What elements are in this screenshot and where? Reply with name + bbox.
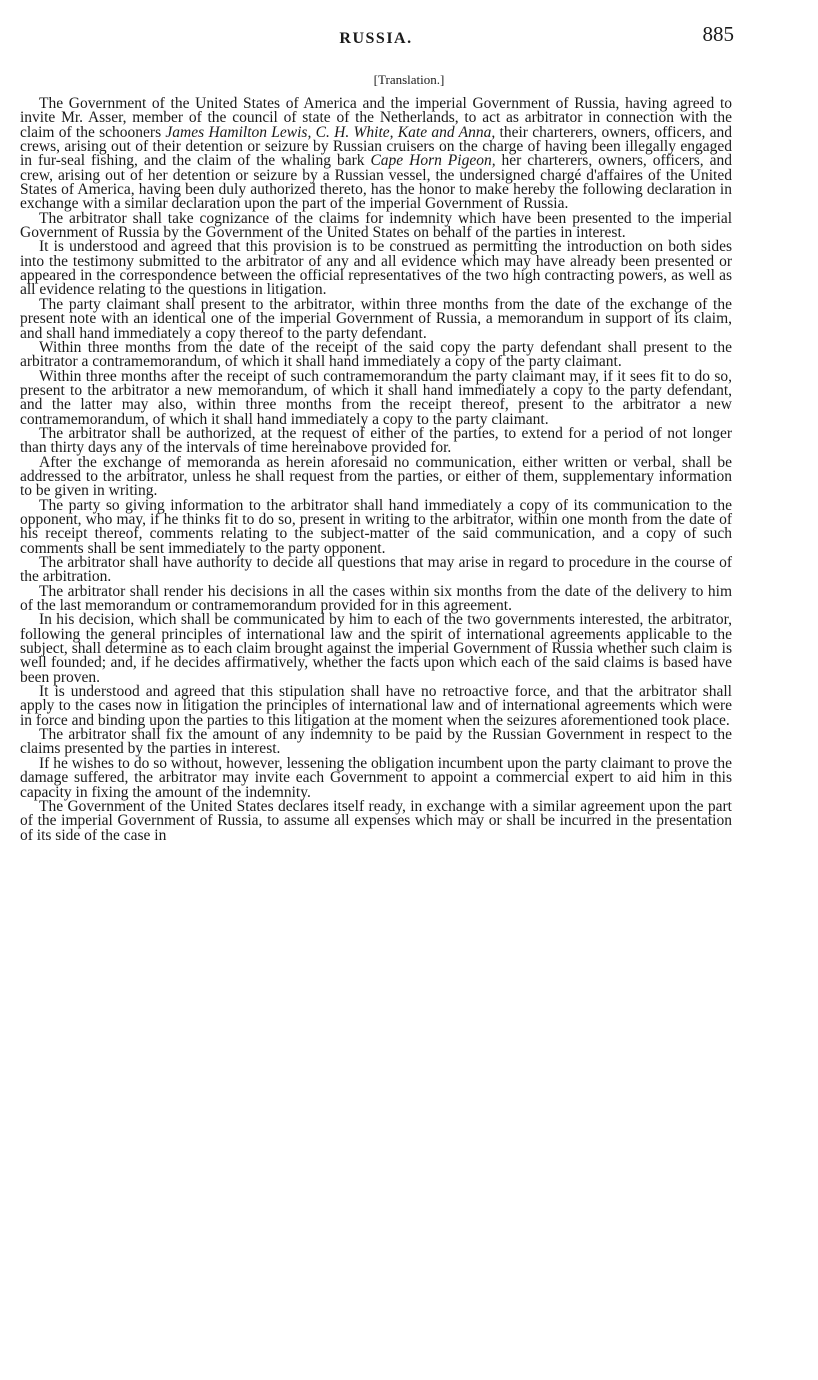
translation-label: [Translation.] <box>373 72 445 87</box>
text-run: The party claimant shall present to the arbitrator, within three months from the date of the exchange of the present note with an identical one of the imperial Government of Russia, a memorandum in support of its claim, and shall hand immediately a copy thereof to the party defendant. <box>20 295 732 342</box>
italic-vessel-name: Cape Horn Pigeon, <box>370 152 496 170</box>
paragraph <box>20 556 732 585</box>
text-run: In his decision, which shall be communicated by him to each of the two governments interested, the arbitrator, following the general principles of international law and the spirit of international agreements applicable to the subject, shall determine as to each claim brought against the imperial Government of Russia whether such claim is well founded; and, if he decides affirmatively, whether the facts upon which each of the said claims is based have been proven. <box>20 611 732 686</box>
paragraph <box>20 367 732 428</box>
paragraph <box>20 97 732 212</box>
text-run: their charterers, owners, officers, and crews, arising out of their detention or seizure by Russian cruisers on the charge of having been illegally engaged in fur-seal fishing, and the claim of the whaling bark <box>20 123 732 170</box>
text-run: The Government of the United States of America and the imperial Government of Russia, having agreed to invite Mr. Asser, member of the council of state of the Netherlands, to act as arbitrator in connection with the claim of the schooners <box>20 95 732 141</box>
text-run: The party so giving information to the arbitrator shall hand immediately a copy of its communication to the opponent, who may, if he thinks fit to do so, present in writing to the arbitrator, within one month from the date of his receipt thereof, comments relating to the subject-matter of the said communication, and a copy of such comments shall be sent immediately to the party opponent. <box>20 496 732 557</box>
text-run: Within three months from the date of the receipt of the said copy the party defendant shall present to the arbitrator a contramemorandum, of which it shall hand immediately a copy of the party claimant. <box>20 338 732 371</box>
paragraph <box>20 496 732 557</box>
text-run: The arbitrator shall have authority to decide all questions that may arise in regard to procedure in the course of the arbitration. <box>20 554 732 586</box>
paragraph <box>20 613 732 685</box>
text-run: The Government of the United States declares itself ready, in exchange with a similar agreement upon the part of the imperial Government of Russia, to assume all expenses which may or shall be incurred in the presentation of its side of the case in <box>20 797 732 844</box>
text-run: It is understood and agreed that this stipulation shall have no retroactive force, and that the arbitrator shall apply to the cases now in litigation the principles of international law and of international agreements which were in force and binding upon the parties to this litigation at the moment when the seizures aforementioned took place. <box>20 683 732 729</box>
paragraph <box>20 240 732 297</box>
text-run: The arbitrator shall render his decisions in all the cases within six months from the date of the delivery to him of the last memorandum or contramemorandum provided for in this agreement. <box>20 582 732 615</box>
paragraph <box>20 295 732 342</box>
text-run: It is understood and agreed that this provision is to be construed as permitting the introduction on both sides into the testimony submitted to the arbitrator of any and all evidence which may have already been presented or appeared in the correspondence between the official representatives of the two high contracting powers, as well as all evidence relating to the questions in litigation. <box>20 238 732 299</box>
paragraph <box>20 685 732 728</box>
text-run: If he wishes to do so without, however, lessening the obligation incumbent upon the party claimant to prove the damage suffered, the arbitrator may invite each Government to appoint a commercial expert to aid him in this capacity in fixing the amount of the indemnity. <box>20 754 732 801</box>
page-header <box>20 22 732 56</box>
text-run: After the exchange of memoranda as herein aforesaid no communication, either written or verbal, shall be addressed to the arbitrator, unless he shall request from the parties, or either of them, supplementary information to be given in writing. <box>20 453 732 500</box>
paragraph <box>20 754 732 801</box>
body-text <box>20 97 732 843</box>
text-run: The arbitrator shall take cognizance of the claims for indemnity which have been presented to the imperial Government of Russia by the Government of the United States on behalf of the parties in interest. <box>20 209 732 242</box>
paragraph <box>20 424 732 457</box>
text-run: her charterers, owners, officers, and crew, arising out of her detention or seizure by a Russian vessel, the undersigned chargé d'affaires of the United States of America, having been duly authorized thereto, has the honor to make hereby the following declaration in exchange with a similar declaration upon the part of the imperial Government of Russia. <box>20 152 732 213</box>
paragraph <box>20 582 732 615</box>
text-run: The arbitrator shall fix the amount of any indemnity to be paid by the Russian Government in respect to the claims presented by the parties in interest. <box>20 726 732 758</box>
paragraph <box>20 209 732 242</box>
paragraph <box>20 338 732 371</box>
text-run: The arbitrator shall be authorized, at the request of either of the parties, to extend for a period of not longer than thirty days any of the intervals of time hereinabove provided for. <box>20 424 732 457</box>
paragraph <box>20 728 732 757</box>
paragraph <box>20 797 732 844</box>
text-run: Within three months after the receipt of such contramemorandum the party claimant may, if it sees fit to do so, present to the arbitrator a new memorandum, of which it shall hand immediately a copy to the party defendant, and the latter may also, within three months from the receipt thereof, present to the arbitrator a new contramemorandum, of which it shall hand immediately a copy to the party claimant. <box>20 367 732 428</box>
italic-vessel-name: James Hamilton Lewis, C. H. White, Kate and Anna, <box>165 123 496 141</box>
page-number: 885 <box>702 22 734 46</box>
running-head: RUSSIA. <box>339 30 413 47</box>
paragraph <box>20 453 732 500</box>
